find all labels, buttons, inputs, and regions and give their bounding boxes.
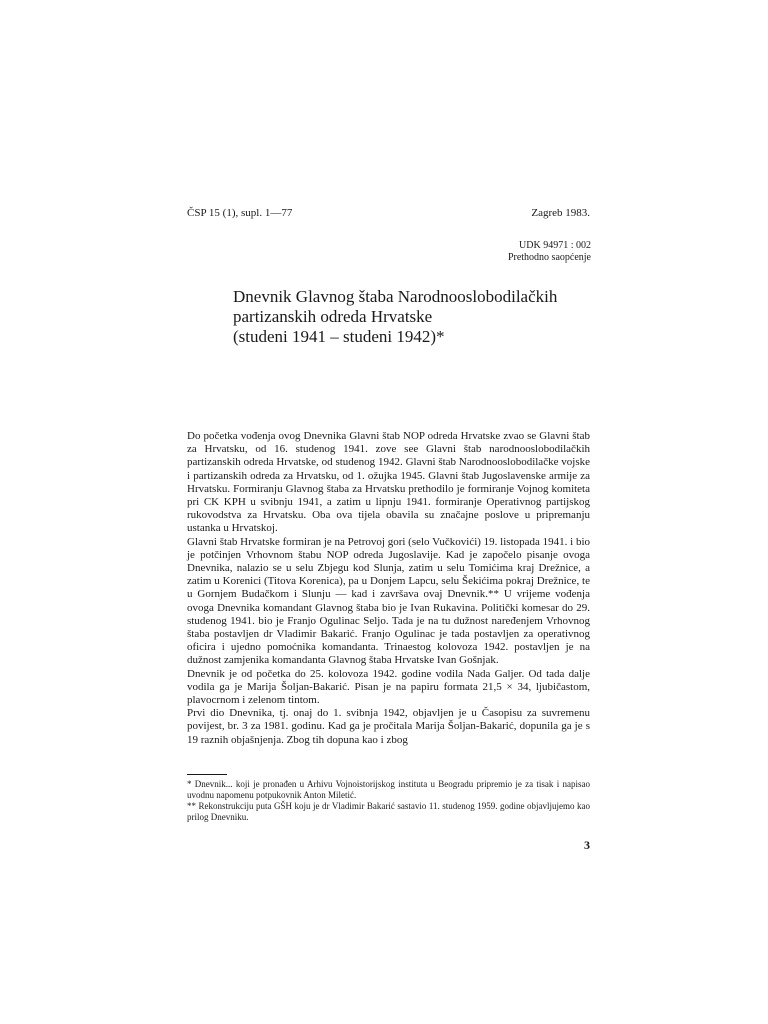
- journal-citation: ČSP 15 (1), supl. 1—77: [187, 207, 293, 219]
- body-paragraph-2: Glavni štab Hrvatske formiran je na Petrovoj gori (selo Vučkovići) 19. listopada 1941. i bio je potčinjen Vrhovnom štabu NOP odreda Jugoslavije. Kad je započelo pisanje ovoga Dnevnika, nalazio se u selu Zbjegu kod Slunja, zatim u selu Tomićima kraj Drežnice, a zatim u Korenici (Titova Korenica), pa u Donjem Lapcu, selu Šekićima pokraj Drežnice, te u Gornjem Budačkom i Slunju — kad i završava ovaj Dnevnik.** U vrijeme vođenja ovoga Dnevnika komandant Glavnog štaba bio je Ivan Rukavina. Politički komesar do 29. studenog 1941. bio je Franjo Ogulinac Seljo. Tada je na tu dužnost naređenjem Vrhovnog štaba postavljen dr Vladimir Bakarić. Franjo Ogulinac je tada postavljen za operativnog oficira i ujedno pomoćnika komandanta. Trinaestog kolovoza 1942. postavljen je na dužnost zamjenika komandanta Glavnog štaba Hrvatske Ivan Gošnjak.: [187, 535, 590, 667]
- classification-block: [470, 240, 591, 264]
- footnote-divider: [187, 774, 227, 775]
- title-line-1: Dnevnik Glavnog štaba Narodnooslobodilačkih: [233, 287, 558, 306]
- udk-code: UDK 94971 : 002: [519, 240, 591, 251]
- body-paragraph-4: Prvi dio Dnevnika, tj. onaj do 1. svibnja 1942, objavljen je u Časopisu za suvremenu povijest, br. 3 za 1981. godinu. Kad ga je pročitala Marija Šoljan-Bakarić, dopunila ga je s 19 raznih objašnjenja. Zbog tih dopuna kao i zbog: [187, 707, 590, 746]
- body-paragraph-1: Do početka vođenja ovog Dnevnika Glavni štab NOP odreda Hrvatske zvao se Glavni štab za Hrvatsku, od 16. studenog 1941. zove see Glavni štab narodnooslobodilačkih partizanskih odreda Hrvatske, od studenog 1942. Glavni štab Narodnooslobodilačke vojske i partizanskih odreda za Hrvatsku, od 1. ožujka 1945. Glavni štab Jugoslavenske armije za Hrvatsku. Formiranju Glavnog štaba za Hrvatsku prethodilo je formiranje Vojnog komiteta pri CK KPH u svibnju 1941, a zatim u lipnju 1941. formiranje Operativnog partijskog rukovodstva za Hrvatsku. Oba ova tijela obavila su značajne poslove u pripremanju ustanka u Hrvatskoj.: [187, 430, 590, 535]
- article-title: [233, 287, 613, 347]
- page-number: 3: [584, 838, 590, 852]
- title-line-2: partizanskih odreda Hrvatske: [233, 307, 433, 326]
- body-paragraph-3: Dnevnik je od početka do 25. kolovoza 1942. godine vodila Nada Galjer. Od tada dalje vodila ga je Marija Šoljan-Bakarić. Pisan je na papiru formata 21,5 × 34, ljubičastom, plavocrnom i zelenom tintom.: [187, 667, 590, 707]
- title-line-3: (studeni 1941 – studeni 1942)*: [233, 327, 445, 346]
- article-type: Prethodno saopćenje: [507, 252, 591, 263]
- footnotes: [187, 779, 590, 823]
- article-body: [187, 430, 590, 747]
- publication-place-year: Zagreb 1983.: [531, 207, 590, 219]
- footnote-1: * Dnevnik... koji je pronađen u Arhivu Vojnoistorijskog instituta u Beogradu pripremio je za tisak i napisao uvodnu napomenu potpukovnik Anton Miletić.: [187, 779, 590, 800]
- footnote-2: ** Rekonstrukciju puta GŠH koju je dr Vladimir Bakarić sastavio 11. studenog 1959. godine objavljujemo kao prilog Dnevniku.: [187, 801, 590, 822]
